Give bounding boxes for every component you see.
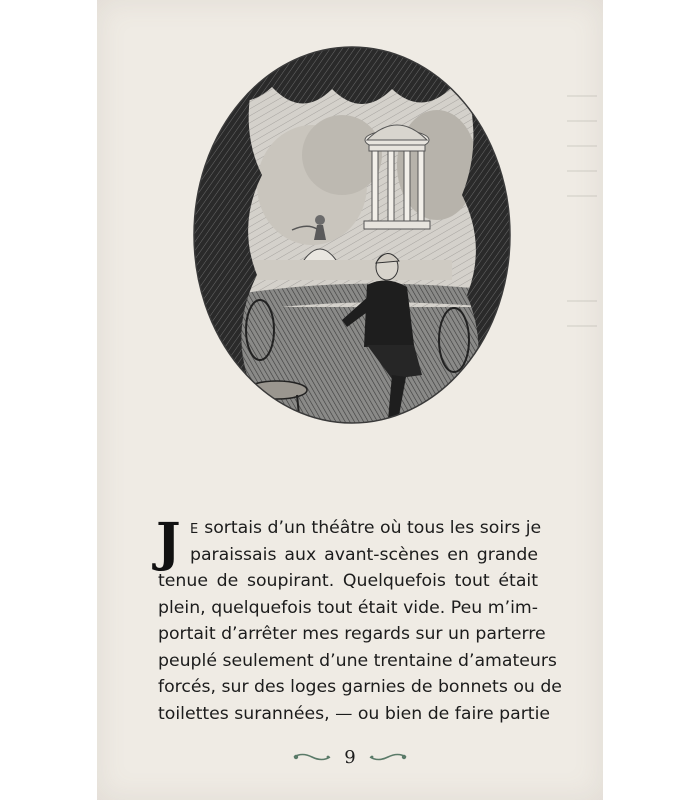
show-through-mark — [567, 170, 597, 172]
page-number: 9 — [344, 746, 356, 768]
text-line-1 — [158, 515, 542, 542]
book-page — [97, 0, 603, 800]
text-line-3: tenue de soupirant. Quelquefois tout était — [158, 571, 538, 591]
show-through-mark — [567, 145, 597, 147]
show-through-mark — [567, 300, 597, 302]
text-line-1-rest: sortais d’un théâtre où tous les soirs je — [198, 518, 542, 538]
left-ornament-icon — [292, 751, 332, 763]
drop-cap: J — [156, 512, 181, 573]
show-through-mark — [567, 95, 597, 97]
show-through-mark — [567, 325, 597, 327]
text-line-8: toilettes surannées, — ou bien de faire partie — [158, 703, 551, 724]
show-through-mark — [567, 120, 597, 122]
top-curtain-swag — [192, 45, 512, 104]
oval-etching-illustration — [192, 45, 512, 425]
text-line-2: paraissais aux avant-scènes en grande — [190, 544, 538, 565]
body-text — [156, 512, 562, 727]
text-line-5: portait d’arrêter mes regards sur un parterre — [158, 624, 546, 644]
text-line-4: plein, quelquefois tout était vide. Peu m’im- — [158, 597, 538, 618]
show-through-mark — [567, 195, 597, 197]
text-line-6: peuplé seulement d’une trentaine d’amateurs — [158, 650, 557, 671]
small-caps-word: E — [190, 522, 199, 537]
text-line-7: forcés, sur des loges garnies de bonnets ou de — [158, 677, 562, 697]
page-folio — [97, 742, 603, 772]
right-ornament-icon — [368, 751, 408, 763]
